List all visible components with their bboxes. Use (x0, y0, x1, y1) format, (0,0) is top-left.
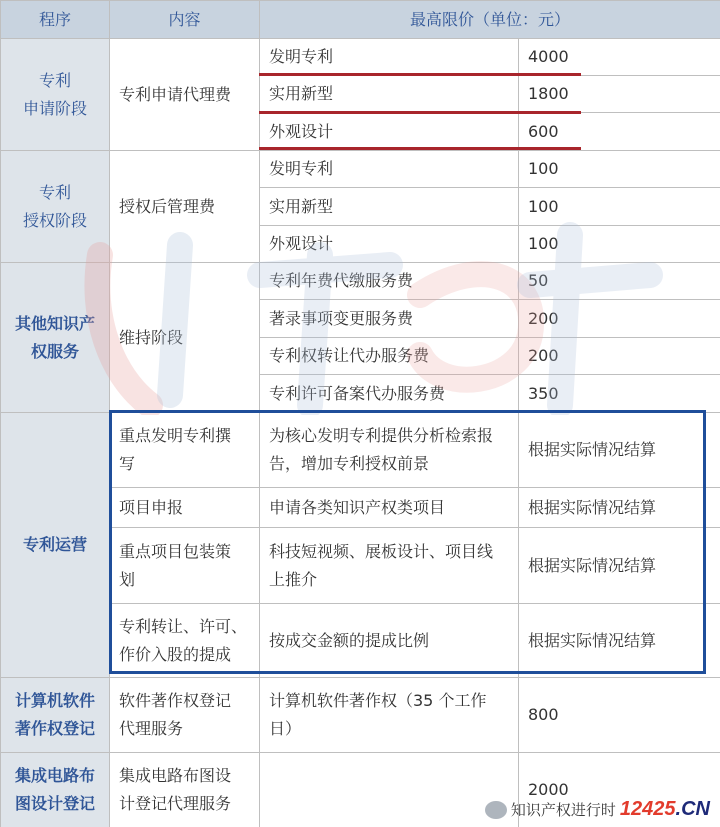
content-line: 写 (119, 454, 136, 473)
price-cell: 800 (519, 678, 720, 753)
content-cell: 项目申报 (110, 488, 260, 528)
stage-line: 著作权登记 (14, 719, 95, 738)
content-cell (110, 753, 260, 827)
table-row (1, 678, 720, 753)
content-line: 重点项目包装策 (119, 541, 232, 561)
header-stage: 程序 (1, 1, 110, 39)
stage-line: 其他知识产 (14, 313, 95, 333)
price-cell: 600 (519, 113, 720, 151)
stage-line: 授权阶段 (22, 210, 87, 230)
price-cell: 4000 (519, 39, 720, 76)
item-cell (260, 528, 519, 604)
header-content: 内容 (110, 1, 260, 39)
site-suffix: .CN (675, 798, 710, 820)
item-line: 计算机软件著作权（35 个工作 (269, 691, 487, 710)
table-row (1, 151, 720, 188)
price-cell: 根据实际情况结算 (519, 604, 720, 678)
content-line: 专利转让、许可、 (119, 616, 248, 636)
item-cell: 按成交金额的提成比例 (260, 604, 519, 678)
item-cell: 申请各类知识产权类项目 (260, 488, 519, 528)
table-header-row (1, 1, 720, 39)
item-cell: 外观设计 (260, 113, 519, 151)
site-digits: 12425 (619, 798, 676, 820)
stage-apply (1, 39, 110, 151)
item-line: 科技短视频、展板设计、项目线 (269, 541, 494, 561)
content-cell (110, 413, 260, 488)
stage-ic (1, 753, 110, 827)
content-cell (110, 528, 260, 604)
content-line: 代理服务 (119, 719, 184, 738)
content-line: 计登记代理服务 (119, 794, 232, 813)
content-cell (110, 604, 260, 678)
stage-line: 专利 (38, 70, 71, 90)
stage-line: 申请阶段 (22, 98, 87, 118)
price-cell: 根据实际情况结算 (519, 528, 720, 604)
item-cell: 专利年费代缴服务费 (260, 263, 519, 300)
content-other: 维持阶段 (110, 263, 260, 413)
stage-ops: 专利运营 (1, 413, 110, 678)
content-cell (110, 678, 260, 753)
price-cell: 350 (519, 375, 720, 413)
price-cell: 200 (519, 338, 720, 375)
item-line: 日） (269, 719, 302, 738)
item-line: 上推介 (269, 569, 318, 589)
item-cell (260, 678, 519, 753)
table-row (1, 263, 720, 300)
brand-name: 知识产权进行时 (510, 801, 616, 819)
stage-line: 计算机软件 (14, 691, 95, 710)
stage-software (1, 678, 110, 753)
item-cell: 发明专利 (260, 39, 519, 76)
stage-line: 图设计登记 (14, 794, 95, 813)
item-cell: 专利许可备案代办服务费 (260, 375, 519, 413)
stage-line: 权服务 (30, 341, 79, 361)
content-line: 作价入股的提成 (119, 644, 232, 664)
item-cell: 实用新型 (260, 76, 519, 113)
item-line: 告，增加专利授权前景 (269, 454, 430, 473)
price-cell: 50 (519, 263, 720, 300)
content-grant: 授权后管理费 (110, 151, 260, 263)
price-cell: 根据实际情况结算 (519, 488, 720, 528)
price-cell: 1800 (519, 76, 720, 113)
price-cell: 100 (519, 151, 720, 188)
header-price: 最高限价（单位：元） (260, 1, 720, 39)
price-cell: 100 (519, 188, 720, 226)
item-cell: 专利权转让代办服务费 (260, 338, 519, 375)
content-line: 划 (119, 569, 136, 589)
item-cell: 外观设计 (260, 226, 519, 263)
item-cell: 发明专利 (260, 151, 519, 188)
item-cell (260, 413, 519, 488)
stage-line: 集成电路布 (14, 766, 95, 785)
stage-grant (1, 151, 110, 263)
content-apply: 专利申请代理费 (110, 39, 260, 151)
price-cell: 根据实际情况结算 (519, 413, 720, 488)
price-cell: 100 (519, 226, 720, 263)
item-cell: 著录事项变更服务费 (260, 300, 519, 338)
content-line: 软件著作权登记 (119, 691, 232, 710)
stage-line: 专利 (38, 182, 71, 202)
price-cell: 2000 (519, 753, 720, 827)
stage-other (1, 263, 110, 413)
item-line: 为核心发明专利提供分析检索报 (269, 426, 494, 445)
table-row (1, 413, 720, 488)
content-line: 集成电路布图设 (119, 766, 232, 785)
item-cell: 实用新型 (260, 188, 519, 226)
table-row (1, 39, 720, 76)
price-cell: 200 (519, 300, 720, 338)
table-row (1, 753, 720, 827)
item-cell (260, 753, 519, 827)
content-line: 重点发明专利撰 (119, 426, 232, 445)
